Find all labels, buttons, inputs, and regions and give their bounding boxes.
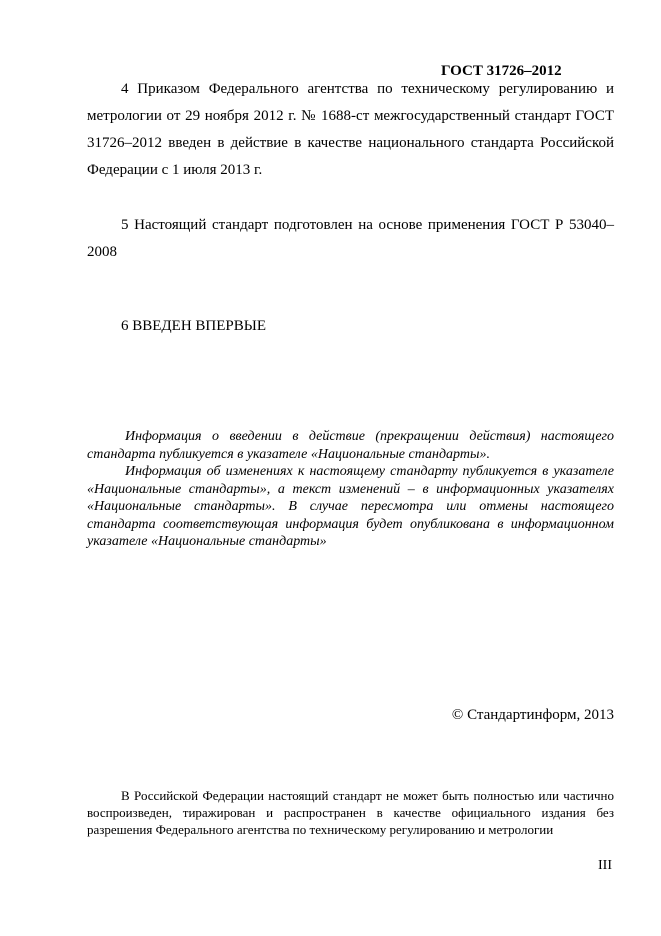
section-5-paragraph <box>87 212 614 266</box>
copyright-line: © Стандартинформ, 2013 <box>451 707 614 723</box>
section-4-paragraph <box>87 76 614 184</box>
section-6-paragraph <box>87 313 614 340</box>
legal-notice <box>87 787 614 838</box>
section-5-text: 5 Настоящий стандарт подготовлен на основе применения ГОСТ Р 53040–2008 <box>87 217 614 260</box>
page-number: III <box>598 858 612 873</box>
document-number-header: ГОСТ 31726–2012 <box>441 63 562 79</box>
info-notice-paragraph-1: Информация о введении в действие (прекращении действия) настоящего стандарта публикуется в указателе «Национальные стандарты». <box>87 429 614 462</box>
section-4-text: 4 Приказом Федерального агентства по техническому регулированию и метрологии от 29 ноября 2012 г. № 1688-ст межгосударственный стандарт ГОСТ 31726–2012 введен в действие в качестве национального стандарта Российской Федерации с 1 июля 2013 г. <box>87 81 614 178</box>
section-6-text: 6 ВВЕДЕН ВПЕРВЫЕ <box>121 318 266 334</box>
legal-notice-text: В Российской Федерации настоящий стандарт не может быть полностью или частично воспроизведен, тиражирован и распространен в качестве официального издания без разрешения Федерального агентства по техническому регулированию и метрологии <box>87 788 614 837</box>
info-notice <box>87 428 614 551</box>
info-notice-paragraph-2: Информация об изменениях к настоящему стандарту публикуется в указателе «Национальные стандарты», а текст изменений – в информационных указателях «Национальные стандарты». В случае пересмотра или отмены настоящего стандарта соответствующая информация будет опубликована в информационном указателе «Национальные стандарты» <box>87 464 614 549</box>
